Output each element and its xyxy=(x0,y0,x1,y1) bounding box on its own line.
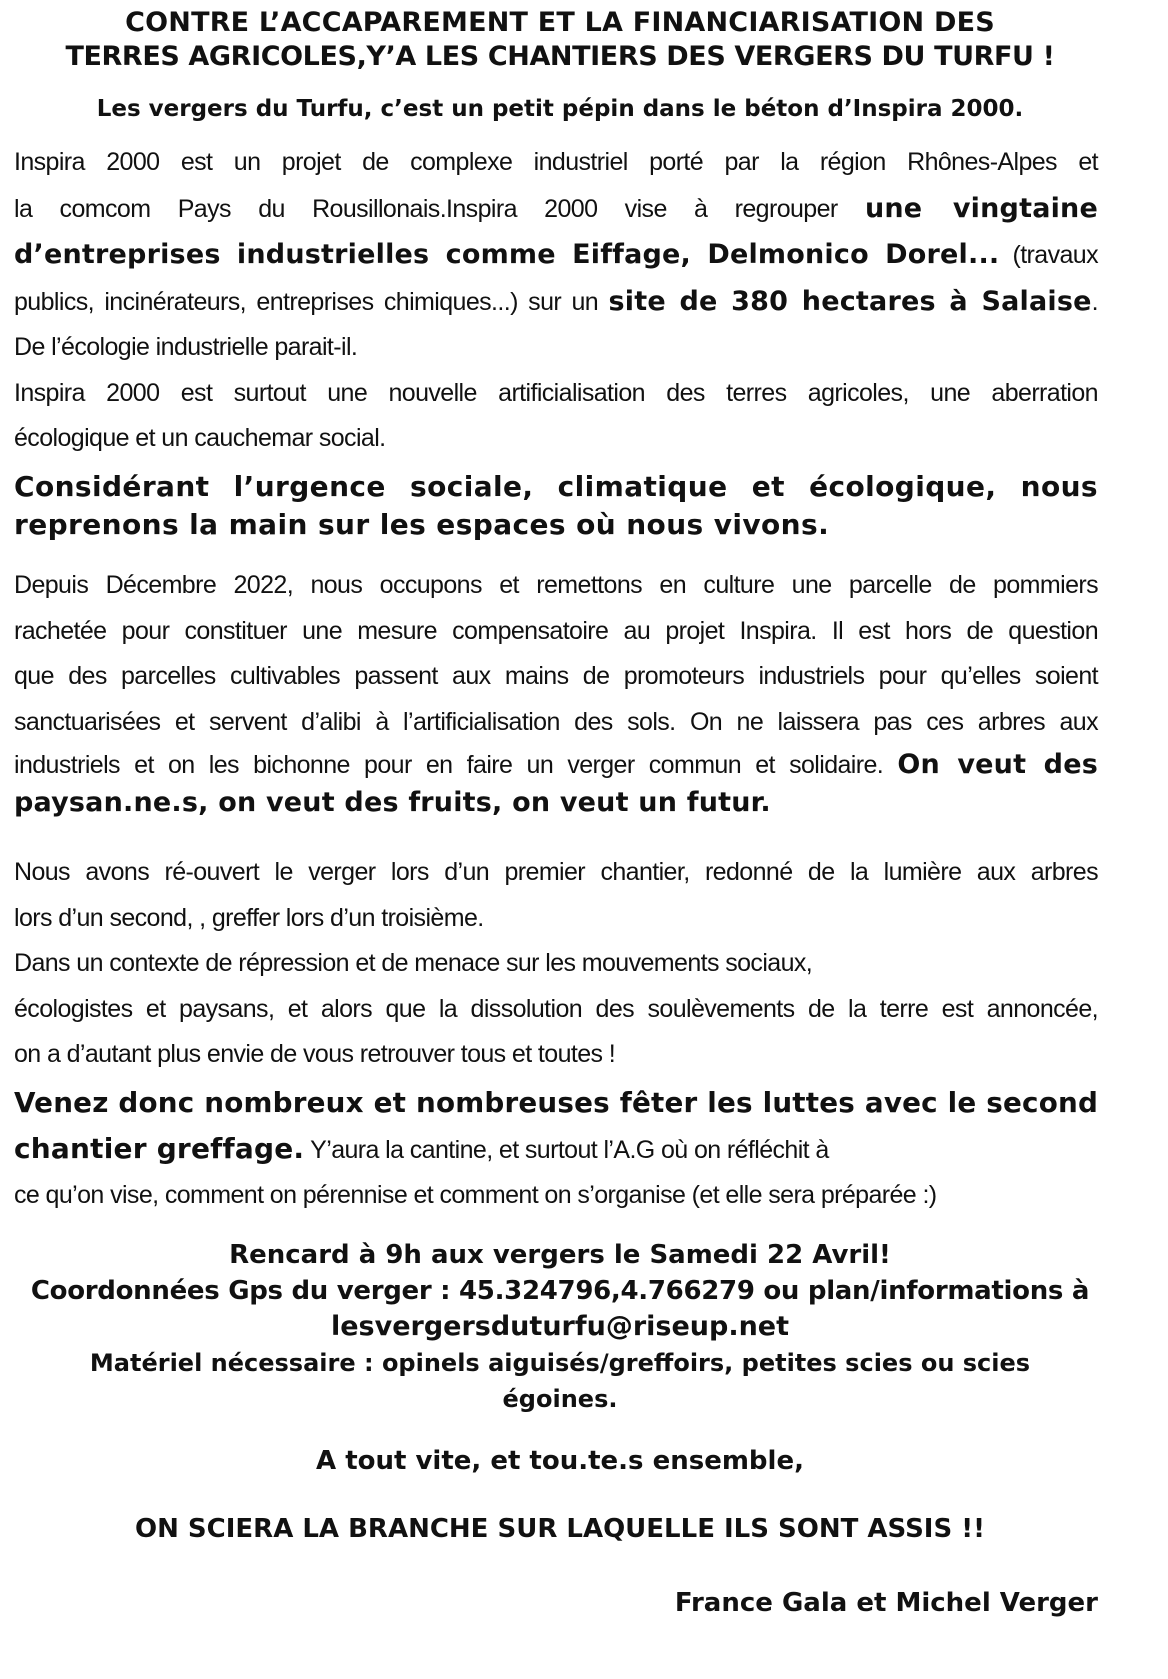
paragraph-considerant xyxy=(14,468,1098,544)
paragraph-line: Inspira 2000 est un projet de complexe industriel porté par la région Rhônes-Alpes et xyxy=(14,148,1098,176)
bold-text: site de 380 hectares à Salaise xyxy=(608,285,1092,317)
paragraph-line: écologistes et paysans, et alors que la dissolution des soulèvements de la terre est annoncée, xyxy=(14,994,1098,1023)
paragraph-line: De l’écologie industrielle parait-il. xyxy=(14,333,358,361)
info-materiel-end: égoines. xyxy=(502,1385,618,1413)
flyer-title xyxy=(10,6,1110,74)
paragraph-line: Depuis Décembre 2022, nous occupons et remettons en culture une parcelle de pommiers xyxy=(14,571,1098,599)
paragraph-line: Venez donc nombreux et nombreuses fêter les luttes avec le second xyxy=(14,1086,1099,1119)
bold-text: d’entreprises industrielles comme Eiffage, Delmonico Dorel... xyxy=(14,239,1000,270)
paragraph-line: ce qu’on vise, comment on pérennise et comment on s’organise (et elle sera préparée :) xyxy=(14,1181,937,1209)
info-gps: Coordonnées Gps du verger : 45.324796,4.766279 ou plan/informations à xyxy=(30,1276,1090,1306)
paragraph-line: Nous avons ré-ouvert le verger lors d’un premier chantier, redonné de la lumière aux arbres xyxy=(14,858,1098,886)
paragraph-line: que des parcelles cultivables passent aux mains de promoteurs industriels pour qu’elles soient xyxy=(14,662,1098,690)
paragraph-chantiers xyxy=(14,850,1098,1078)
paragraph-line: rachetée pour constituer une mesure compensatoire au projet Inspira. Il est hors de question xyxy=(14,616,1098,645)
paragraph-line: sanctuarisées et servent d’alibi à l’artificialisation des sols. On ne laissera pas ces arbres aux xyxy=(14,707,1098,736)
paragraph-line xyxy=(14,1126,1098,1174)
bold-text: une vingtaine xyxy=(864,192,1098,224)
bold-text: On veut des xyxy=(897,749,1098,780)
text-span: la comcom Pays du Rousillonais.Inspira 2000 vise à regrouper xyxy=(14,194,838,223)
paragraph-line: Inspira 2000 est surtout une nouvelle artificialisation des terres agricoles, une aberration xyxy=(14,378,1098,407)
text-span: (travaux xyxy=(1012,241,1098,269)
title-line-2: TERRES AGRICOLES,Y’A LES CHANTIERS DES VERGERS DU TURFU ! xyxy=(65,41,1055,72)
paragraph-line: Dans un contexte de répression et de menace sur les mouvements sociaux, xyxy=(14,949,813,977)
closing-greeting: A tout vite, et tou.te.s ensemble, xyxy=(316,1446,804,1476)
paragraph-occupation xyxy=(14,563,1098,821)
paragraph-line: reprenons la main sur les espaces où nous vivons. xyxy=(14,508,830,541)
signature: France Gala et Michel Verger xyxy=(674,1588,1098,1618)
paragraph-line xyxy=(14,745,1098,785)
paragraph-line: lors d’un second, , greffer lors d’un troisième. xyxy=(14,903,484,932)
paragraph-line: écologique et un cauchemar social. xyxy=(14,424,386,452)
info-date: Rencard à 9h aux vergers le Samedi 22 Avril! xyxy=(229,1240,891,1270)
flyer-subtitle: Les vergers du Turfu, c’est un petit pépin dans le béton d’Inspira 2000. xyxy=(96,96,1024,122)
text-span: . xyxy=(1091,287,1098,316)
paragraph-line: paysan.ne.s, on veut des fruits, on veut un futur. xyxy=(14,787,771,818)
closing-slogan: ON SCIERA LA BRANCHE SUR LAQUELLE ILS SONT ASSIS !! xyxy=(135,1514,985,1544)
paragraph-line xyxy=(14,279,1098,326)
info-email: lesvergersduturfu@riseup.net xyxy=(330,1311,790,1342)
paragraph-line: Considérant l’urgence sociale, climatique et écologique, nous xyxy=(14,470,1098,503)
paragraph-inspira xyxy=(14,140,1098,462)
text-span: industriels et on les bichonne pour en faire un verger commun et solidaire. xyxy=(14,751,884,779)
paragraph-line xyxy=(14,186,1098,233)
title-line-1: CONTRE L’ACCAPAREMENT ET LA FINANCIARISATION DES xyxy=(125,7,995,38)
rendezvous-info xyxy=(10,1237,1110,1417)
paragraph-venez xyxy=(14,1080,1098,1219)
bold-text: chantier greffage. xyxy=(14,1131,305,1165)
text-span: Y’aura la cantine, et surtout l’A.G où on réfléchit à xyxy=(310,1135,829,1164)
paragraph-line: on a d’autant plus envie de vous retrouver tous et toutes ! xyxy=(14,1040,616,1068)
paragraph-line xyxy=(14,232,1098,279)
text-span: publics, incinérateurs, entreprises chimiques...) sur un xyxy=(14,287,599,316)
info-materiel: Matériel nécessaire : opinels aiguisés/greffoirs, petites scies ou scies xyxy=(89,1349,1031,1377)
